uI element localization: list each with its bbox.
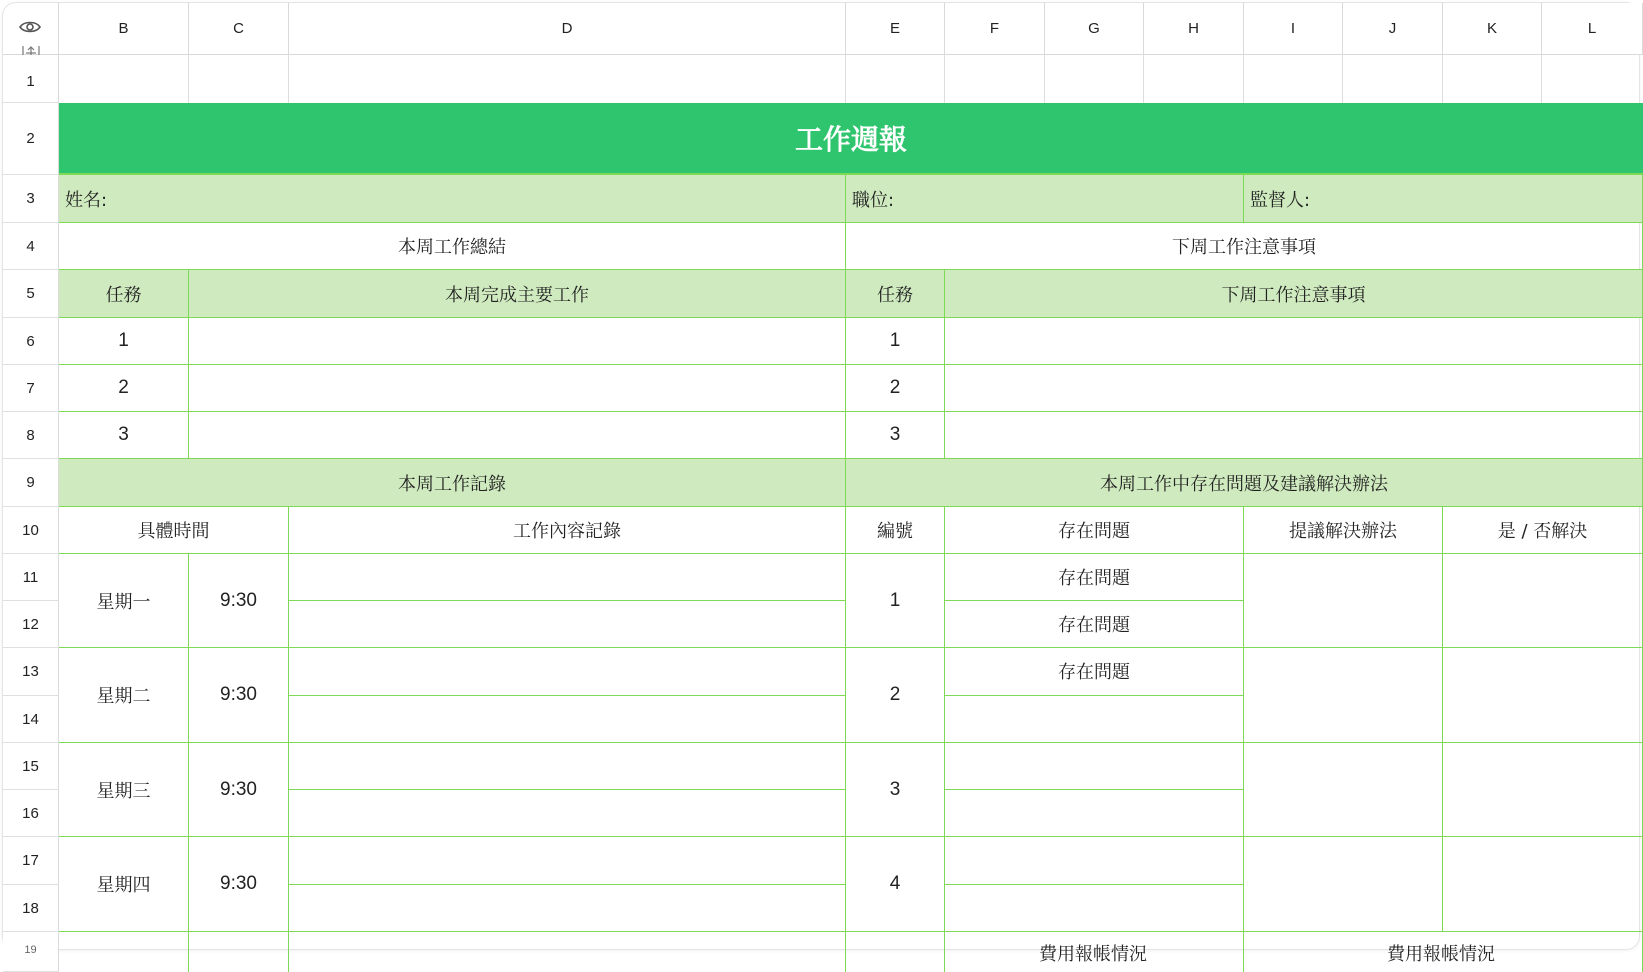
- column-header-k[interactable]: K: [1443, 3, 1542, 55]
- row-header-15[interactable]: 15: [3, 743, 59, 790]
- column-header-e[interactable]: E: [846, 3, 945, 55]
- next-task-header[interactable]: 任務: [846, 270, 945, 318]
- resolved-cell[interactable]: [1443, 837, 1643, 932]
- problem-cell[interactable]: 存在問題: [945, 648, 1244, 696]
- expense-label: 費用報帳情況: [1387, 944, 1495, 965]
- issue-number[interactable]: 4: [846, 837, 945, 932]
- content-cell[interactable]: [289, 837, 846, 885]
- grid-line: [944, 55, 945, 103]
- next-notes-header[interactable]: 下周工作注意事項: [945, 270, 1643, 318]
- time-cell[interactable]: 9:30: [189, 837, 289, 932]
- next-week-heading[interactable]: 下周工作注意事項: [846, 223, 1643, 270]
- expense-label: 費用報帳情況: [1039, 944, 1147, 965]
- content-cell[interactable]: [289, 601, 846, 648]
- column-header-j[interactable]: J: [1343, 3, 1443, 55]
- next-task-number[interactable]: 1: [846, 318, 945, 365]
- column-header-h[interactable]: H: [1144, 3, 1244, 55]
- task-number[interactable]: 1: [59, 318, 189, 365]
- row-header-1[interactable]: 1: [3, 55, 59, 103]
- suggestion-cell[interactable]: [1244, 648, 1443, 743]
- task-work-cell[interactable]: [189, 412, 846, 459]
- column-header-c[interactable]: C: [189, 3, 289, 55]
- resolved-cell[interactable]: [1443, 554, 1643, 648]
- name-field[interactable]: 姓名:: [59, 175, 846, 223]
- corner-cell[interactable]: [3, 3, 59, 55]
- problem-cell[interactable]: [945, 696, 1244, 743]
- sheet-grid: [3, 3, 1643, 965]
- row-header-11[interactable]: 11: [3, 554, 59, 601]
- row-header-3[interactable]: 3: [3, 175, 59, 223]
- next-task-notes-cell[interactable]: [945, 412, 1643, 459]
- column-header-f[interactable]: F: [945, 3, 1045, 55]
- task-number[interactable]: 3: [59, 412, 189, 459]
- supervisor-field[interactable]: 監督人:: [1244, 175, 1643, 223]
- row-header-17[interactable]: 17: [3, 837, 59, 885]
- row-header-7[interactable]: 7: [3, 365, 59, 412]
- content-cell[interactable]: [289, 696, 846, 743]
- row-header-8[interactable]: 8: [3, 412, 59, 459]
- row-header-2[interactable]: 2: [3, 103, 59, 175]
- suggestion-cell[interactable]: [1244, 837, 1443, 932]
- column-header-b[interactable]: B: [59, 3, 189, 55]
- grid-line: [845, 55, 846, 103]
- row-header-18[interactable]: 18: [3, 885, 59, 932]
- resolved-header[interactable]: 是 / 否解決: [1443, 507, 1643, 554]
- issue-number[interactable]: 3: [846, 743, 945, 837]
- row-header-14[interactable]: 14: [3, 696, 59, 743]
- task-work-cell[interactable]: [189, 365, 846, 412]
- row-header-13[interactable]: 13: [3, 648, 59, 696]
- resolved-cell[interactable]: [1443, 743, 1643, 837]
- next-task-notes-cell[interactable]: [945, 365, 1643, 412]
- problem-cell[interactable]: 存在問題: [945, 554, 1244, 601]
- grid-line: [1342, 55, 1343, 103]
- expense-cell[interactable]: [945, 932, 1244, 972]
- content-cell[interactable]: [289, 885, 846, 932]
- time-cell[interactable]: 9:30: [189, 648, 289, 743]
- day-cell[interactable]: 星期四: [59, 837, 189, 932]
- grid-line: [1541, 55, 1542, 103]
- column-header-i[interactable]: I: [1244, 3, 1343, 55]
- grid-line: [1044, 55, 1045, 103]
- next-task-number[interactable]: 2: [846, 365, 945, 412]
- problem-cell[interactable]: [945, 743, 1244, 790]
- content-cell[interactable]: [289, 743, 846, 790]
- time-cell[interactable]: 9:30: [189, 743, 289, 837]
- row-header-5[interactable]: 5: [3, 270, 59, 318]
- grid-line: [188, 55, 189, 103]
- issue-number[interactable]: 2: [846, 648, 945, 743]
- problem-cell[interactable]: 存在問題: [945, 601, 1244, 648]
- grid-line: [1442, 55, 1443, 103]
- suggestion-cell[interactable]: [1244, 743, 1443, 837]
- row-header-16[interactable]: 16: [3, 790, 59, 837]
- work-record-heading[interactable]: 本周工作記錄: [59, 459, 846, 507]
- day-cell[interactable]: 星期二: [59, 648, 189, 743]
- problem-cell[interactable]: [945, 837, 1244, 885]
- issue-number[interactable]: 1: [846, 554, 945, 648]
- expense-cell[interactable]: [1244, 932, 1643, 972]
- issue-number[interactable]: [846, 932, 945, 972]
- grid-line: [1243, 55, 1244, 103]
- row-header-4[interactable]: 4: [3, 223, 59, 270]
- task-number[interactable]: 2: [59, 365, 189, 412]
- row-header-6[interactable]: 6: [3, 318, 59, 365]
- problem-header[interactable]: 存在問題: [945, 507, 1244, 554]
- number-header[interactable]: 編號: [846, 507, 945, 554]
- sheet-title[interactable]: 工作週報: [59, 103, 1643, 175]
- task-work-cell[interactable]: [189, 318, 846, 365]
- column-header-d[interactable]: D: [289, 3, 846, 55]
- time-cell[interactable]: 9:30: [189, 554, 289, 648]
- next-task-notes-cell[interactable]: [945, 318, 1643, 365]
- content-header[interactable]: 工作內容記錄: [289, 507, 846, 554]
- problem-cell[interactable]: [945, 790, 1244, 837]
- time-header[interactable]: 具體時間: [59, 507, 289, 554]
- eye-icon[interactable]: [19, 20, 41, 34]
- grid-line: [288, 55, 289, 103]
- row-header-9[interactable]: 9: [3, 459, 59, 507]
- row-header-12[interactable]: 12: [3, 601, 59, 648]
- day-cell[interactable]: 星期三: [59, 743, 189, 837]
- next-task-number[interactable]: 3: [846, 412, 945, 459]
- row-header-19[interactable]: 19: [3, 932, 59, 972]
- grid-line: [1143, 55, 1144, 103]
- task-header[interactable]: 任務: [59, 270, 189, 318]
- content-cell[interactable]: [289, 790, 846, 837]
- problem-cell[interactable]: [945, 885, 1244, 932]
- content-cell[interactable]: [289, 648, 846, 696]
- spreadsheet-window: [2, 2, 1640, 965]
- content-cell[interactable]: [289, 554, 846, 601]
- content-cell[interactable]: [289, 932, 846, 972]
- suggestion-header[interactable]: 提議解決辦法: [1244, 507, 1443, 554]
- position-field[interactable]: 職位:: [846, 175, 1244, 223]
- suggestion-cell[interactable]: [1244, 554, 1443, 648]
- issues-heading[interactable]: 本周工作中存在問題及建議解決辦法: [846, 459, 1643, 507]
- row-header-10[interactable]: 10: [3, 507, 59, 554]
- week-summary-heading[interactable]: 本周工作總結: [59, 223, 846, 270]
- time-cell[interactable]: [189, 932, 289, 972]
- column-header-l[interactable]: L: [1542, 3, 1643, 55]
- main-work-header[interactable]: 本周完成主要工作: [189, 270, 846, 318]
- resolved-cell[interactable]: [1443, 648, 1643, 743]
- day-cell[interactable]: 星期一: [59, 554, 189, 648]
- day-cell[interactable]: [59, 932, 189, 972]
- column-header-g[interactable]: G: [1045, 3, 1144, 55]
